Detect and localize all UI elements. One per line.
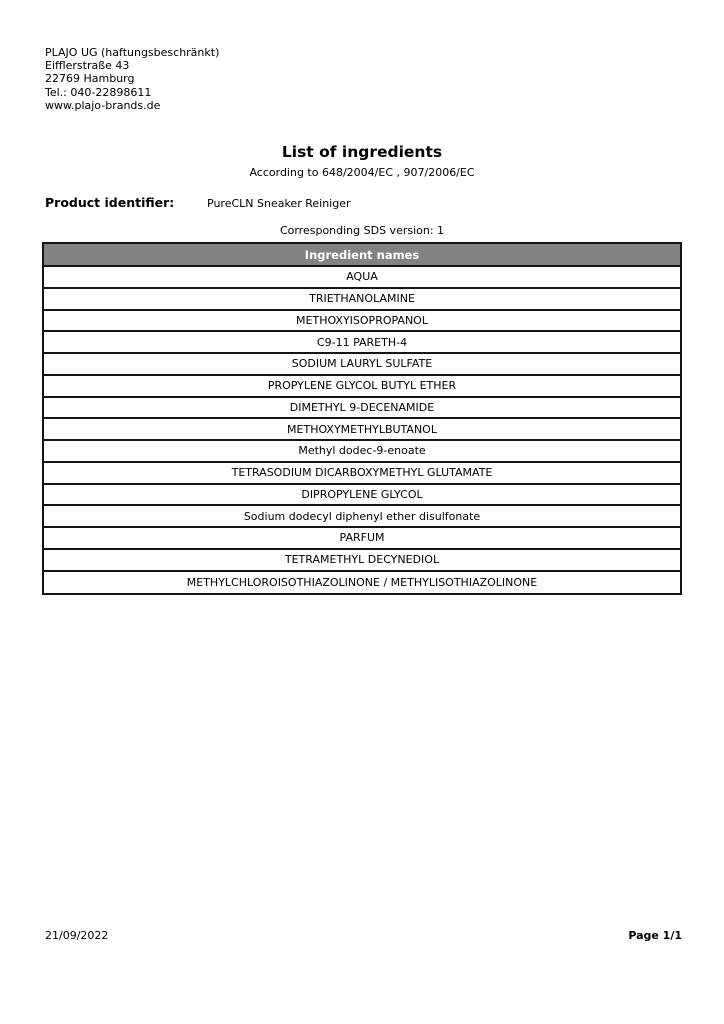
table-row: TRIETHANOLAMINE [44,289,680,311]
table-row: Sodium dodecyl diphenyl ether disulfonate [44,506,680,528]
company-website: www.plajo-brands.de [45,98,161,112]
table-row: AQUA [44,267,680,289]
table-row: PROPYLENE GLYCOL BUTYL ETHER [44,376,680,398]
product-identifier-row [45,195,682,210]
table-row: PARFUM [44,528,680,550]
footer-date: 21/09/2022 [45,929,109,942]
footer-page-number: Page 1/1 [628,929,682,942]
table-row: TETRAMETHYL DECYNEDIOL [44,550,680,572]
table-row: DIMETHYL 9-DECENAMIDE [44,398,680,420]
company-street: Eifflerstraße 43 [45,59,130,73]
table-row: METHOXYMETHYLBUTANOL [44,419,680,441]
product-identifier-label: Product identifier: [45,195,175,210]
table-row: METHYLCHLOROISOTHIAZOLINONE / METHYLISOTHIAZOLINONE [44,572,680,594]
table-row: Methyl dodec-9-enoate [44,441,680,463]
table-row: METHOXYISOPROPANOL [44,311,680,333]
ingredients-table-header: Ingredient names [44,244,680,267]
sds-version-line: Corresponding SDS version: 1 [279,224,445,237]
ingredients-table-body [44,267,680,593]
table-row: C9-11 PARETH-4 [44,332,680,354]
ingredients-table [42,242,682,595]
table-row: TETRASODIUM DICARBOXYMETHYL GLUTAMATE [44,463,680,485]
page-subtitle: According to 648/2004/EC , 907/2006/EC [249,166,475,179]
page-title: List of ingredients [281,143,443,161]
company-city: 22769 Hamburg [45,72,135,86]
company-letterhead [45,46,219,112]
table-row: SODIUM LAURYL SULFATE [44,354,680,376]
product-identifier-value: PureCLN Sneaker Reiniger [207,197,351,210]
table-row: DIPROPYLENE GLYCOL [44,485,680,507]
company-phone: Tel.: 040-22898611 [45,85,152,99]
company-name: PLAJO UG (haftungsbeschränkt) [45,46,220,59]
